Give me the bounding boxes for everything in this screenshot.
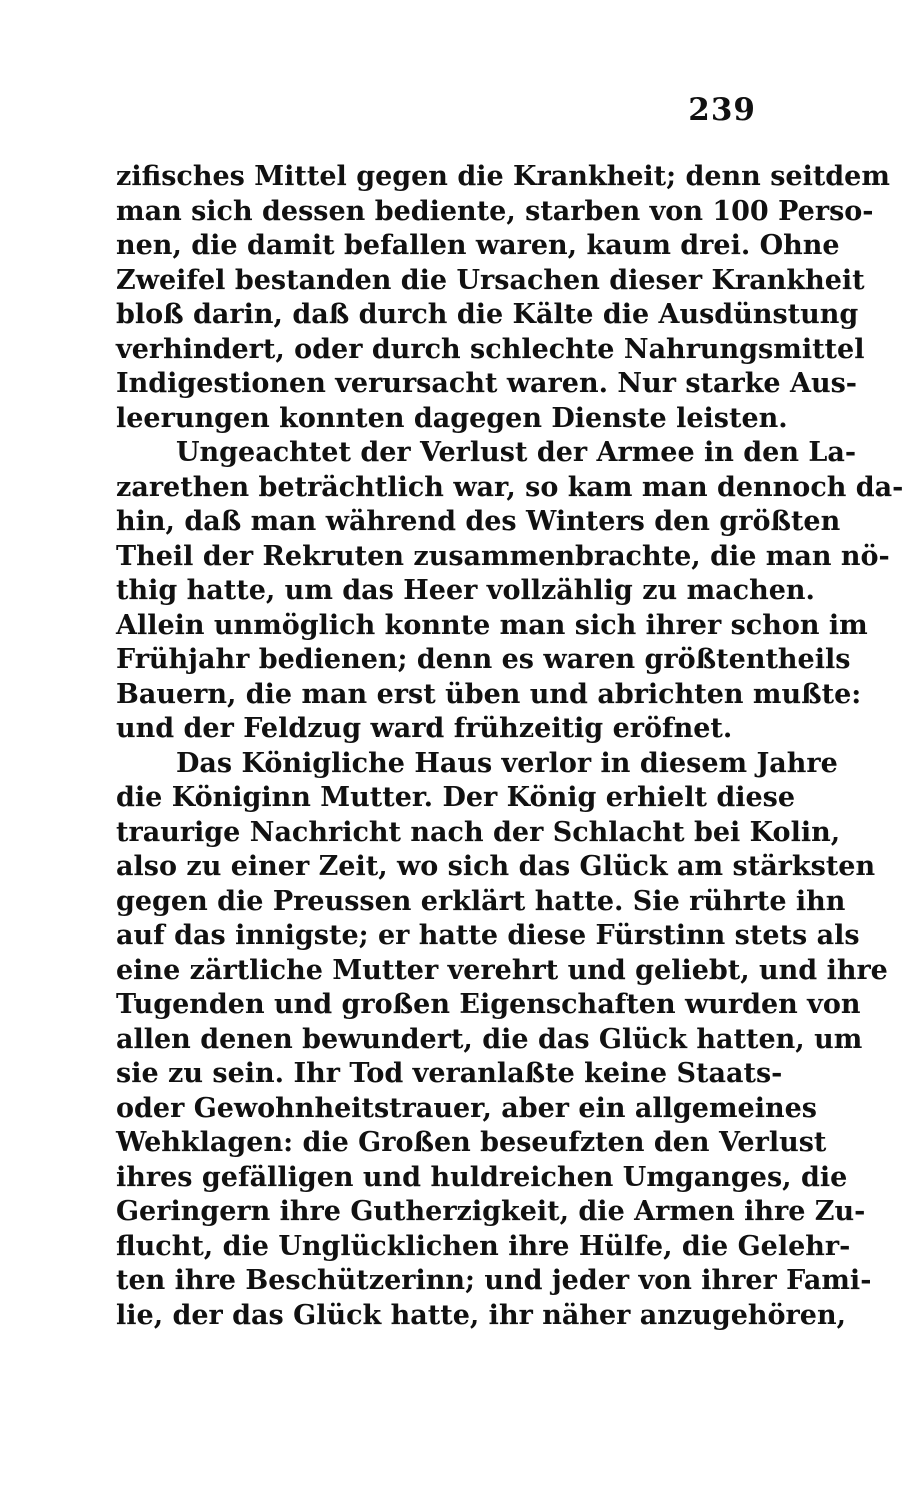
text-line: sie zu sein. Ihr Tod veranlaßte keine Staats- xyxy=(116,1058,783,1089)
body-text xyxy=(116,160,903,1333)
text-line: nen, die damit befallen waren, kaum drei. Ohne xyxy=(116,230,840,261)
text-line: also zu einer Zeit, wo sich das Glück am stärksten xyxy=(116,851,876,882)
text-line: Das Königliche Haus verlor in diesem Jahre xyxy=(176,747,838,779)
text-line: Bauern, die man erst üben und abrichten mußte: xyxy=(116,678,862,710)
paragraph-3 xyxy=(116,747,888,1334)
text-line: traurige Nachricht nach der Schlacht bei Kolin, xyxy=(116,816,841,848)
text-line: ten ihre Beschützerinn; und jeder von ihrer Fami- xyxy=(116,1265,872,1296)
text-line: eine zärtliche Mutter verehrt und geliebt, und ihre xyxy=(116,954,888,986)
text-line: lie, der das Glück hatte, ihr näher anzugehören, xyxy=(116,1299,846,1331)
text-line: Tugenden und großen Eigenschaften wurden von xyxy=(116,989,861,1020)
paragraph-1 xyxy=(116,160,890,436)
paragraph-2 xyxy=(116,436,903,747)
text-line: man sich dessen bediente, starben von 100 Perso- xyxy=(116,195,874,227)
text-line: und der Feldzug ward frühzeitig eröfnet. xyxy=(116,713,733,744)
text-line: Allein unmöglich konnte man sich ihrer schon im xyxy=(116,609,868,641)
text-line: Geringern ihre Gutherzigkeit, die Armen ihre Zu- xyxy=(116,1196,866,1227)
text-line: oder Gewohnheitstrauer, aber ein allgemeines xyxy=(116,1092,817,1124)
text-line: allen denen bewundert, die das Glück hatten, um xyxy=(116,1023,863,1055)
text-line: Frühjahr bedienen; denn es waren größtentheils xyxy=(116,644,851,675)
text-line: thig hatte, um das Heer vollzählig zu machen. xyxy=(116,575,815,606)
text-line: Ungeachtet der Verlust der Armee in den La- xyxy=(176,437,857,468)
text-line: die Königinn Mutter. Der König erhielt diese xyxy=(116,782,796,813)
text-line: flucht, die Unglücklichen ihre Hülfe, die Gelehr- xyxy=(116,1230,851,1262)
text-line: gegen die Preussen erklärt hatte. Sie rührte ihn xyxy=(116,885,846,917)
text-line: zarethen beträchtlich war, so kam man dennoch da- xyxy=(116,471,903,503)
text-line: auf das innigste; er hatte diese Fürstinn stets als xyxy=(116,920,860,951)
text-line: Indigestionen verursacht waren. Nur starke Aus- xyxy=(116,368,857,399)
text-line: Theil der Rekruten zusammenbrachte, die man nö- xyxy=(116,540,890,572)
text-line: hin, daß man während des Winters den größten xyxy=(116,506,841,537)
text-line: ihres gefälligen und huldreichen Umganges, die xyxy=(116,1161,848,1193)
page-number: 239 xyxy=(688,92,756,128)
text-line: bloß darin, daß durch die Kälte die Ausdünstung xyxy=(116,299,859,330)
text-line: leerungen konnten dagegen Dienste leisten. xyxy=(116,402,788,434)
text-line: Wehklagen: die Großen beseufzten den Verlust xyxy=(116,1127,827,1158)
text-line: zifisches Mittel gegen die Krankheit; denn seitdem xyxy=(116,161,890,192)
text-line: verhindert, oder durch schlechte Nahrungsmittel xyxy=(116,333,865,365)
text-line: Zweifel bestanden die Ursachen dieser Krankheit xyxy=(116,264,865,296)
